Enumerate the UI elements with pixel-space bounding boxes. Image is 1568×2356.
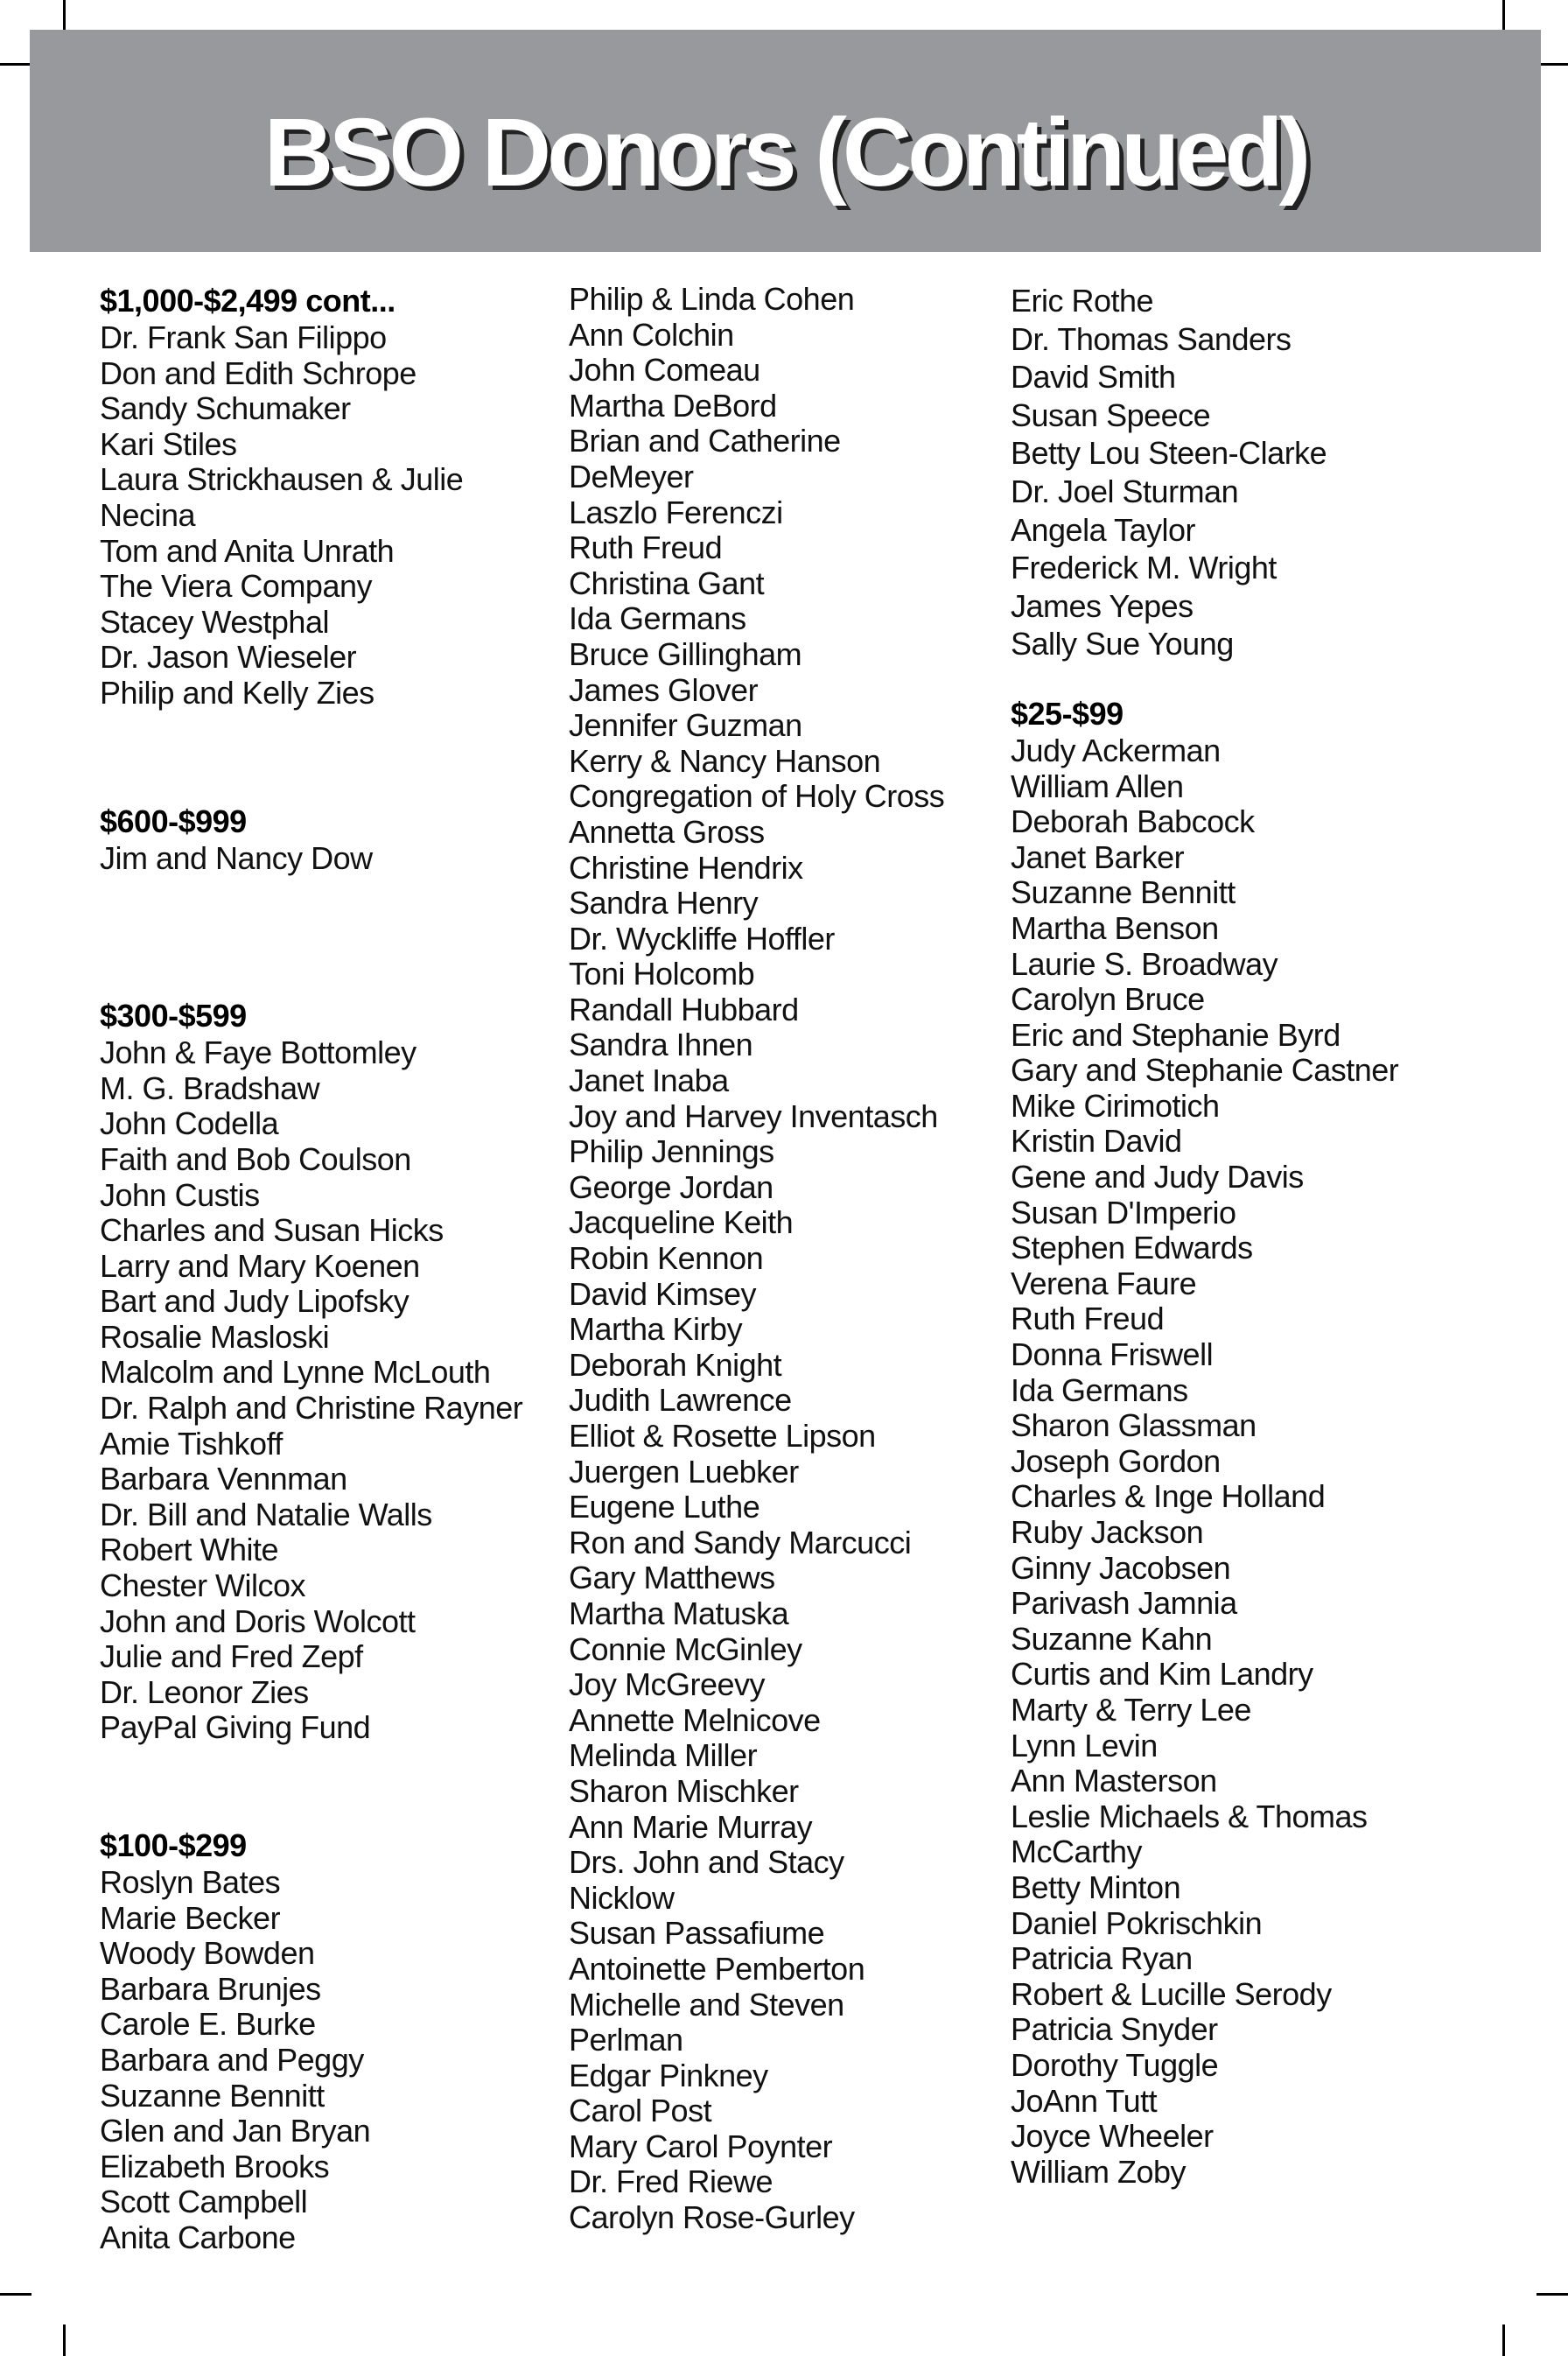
donor-name: Gene and Judy Davis	[1011, 1159, 1304, 1196]
donor-name: Laura Strickhausen & Julie	[100, 461, 464, 498]
donor-name: Curtis and Kim Landry	[1011, 1656, 1313, 1693]
donor-name: Barbara Brunjes	[100, 1970, 321, 2007]
donor-tier-1000-2499	[100, 282, 555, 712]
donor-name: Marty & Terry Lee	[1011, 1691, 1251, 1728]
donor-name: David Kimsey	[569, 1275, 757, 1312]
donor-name: Ann Masterson	[1011, 1763, 1217, 1799]
donor-name: Suzanne Bennitt	[100, 2077, 325, 2114]
donor-name: James Yepes	[1011, 587, 1194, 624]
donor-name: Marie Becker	[100, 1899, 281, 1936]
donor-name: Carolyn Rose-Gurley	[569, 2199, 855, 2236]
donor-name: Charles and Susan Hicks	[100, 1212, 444, 1249]
donor-tier-25-99	[1011, 695, 1501, 2190]
donor-name: Frederick M. Wright	[1011, 550, 1277, 586]
donor-name: George Jordan	[569, 1168, 774, 1205]
donor-name: JoAnn Tutt	[1011, 2082, 1158, 2119]
donor-name: Sandy Schumaker	[100, 390, 351, 427]
donor-name: Laurie S. Broadway	[1011, 945, 1278, 982]
donor-name: Michelle and Steven	[569, 1986, 844, 2023]
donor-name: Joy McGreevy	[569, 1666, 766, 1703]
donor-name: Deborah Babcock	[1011, 803, 1255, 840]
donor-name: William Zoby	[1011, 2153, 1186, 2190]
donor-name: Bruce Gillingham	[569, 635, 802, 672]
donor-name: John Custis	[100, 1176, 260, 1213]
donor-name: Annette Melnicove	[569, 1701, 821, 1738]
donor-name: Necina	[100, 496, 196, 533]
donor-name: Larry and Mary Koenen	[100, 1247, 420, 1284]
tier-heading: $300-$599	[100, 998, 247, 1034]
donor-name: Annetta Gross	[569, 813, 765, 850]
donor-name: Susan Speece	[1011, 396, 1211, 433]
donor-name: Betty Minton	[1011, 1869, 1181, 1905]
donor-name: Angela Taylor	[1011, 511, 1195, 548]
crop-mark	[1502, 2324, 1505, 2356]
donor-name: Carol Post	[569, 2093, 712, 2129]
donor-name: Faith and Bob Coulson	[100, 1140, 411, 1177]
donor-name: Daniel Pokrischkin	[1011, 1904, 1263, 1941]
donor-name: Carolyn Bruce	[1011, 981, 1205, 1018]
donor-name: John and Doris Wolcott	[100, 1602, 416, 1639]
donor-name: Christine Hendrix	[569, 849, 803, 886]
donor-name: DeMeyer	[569, 458, 694, 494]
donor-name: Susan Passafiume	[569, 1915, 825, 1952]
donor-name: Janet Inaba	[569, 1062, 729, 1099]
donor-name: Sharon Glassman	[1011, 1407, 1256, 1444]
donor-name: Brian and Catherine	[569, 423, 841, 459]
donor-name: Dr. Joel Sturman	[1011, 473, 1239, 509]
donor-name: Ann Marie Murray	[569, 1808, 813, 1845]
donor-name: Philip Jennings	[569, 1133, 774, 1170]
donor-column-1	[100, 282, 555, 2256]
crop-mark	[63, 0, 66, 32]
donor-name: Philip & Linda Cohen	[569, 281, 855, 317]
donor-name: Congregation of Holy Cross	[569, 778, 945, 815]
donor-name: Dr. Bill and Natalie Walls	[100, 1496, 432, 1532]
donor-name: Ann Colchin	[569, 316, 734, 353]
donor-name: Philip and Kelly Zies	[100, 674, 374, 711]
donor-column-2	[569, 282, 998, 2236]
donor-name: Barbara and Peggy	[100, 2041, 364, 2078]
donor-name: Don and Edith Schrope	[100, 354, 416, 391]
donor-name: Sharon Mischker	[569, 1772, 799, 1809]
donor-name: Chester Wilcox	[100, 1567, 306, 1604]
donor-name: Edgar Pinkney	[569, 2057, 768, 2093]
donor-tier-600-999	[100, 803, 555, 877]
donor-name: Glen and Jan Bryan	[100, 2113, 371, 2149]
donor-name: Betty Lou Steen-Clarke	[1011, 435, 1327, 472]
donor-name: Susan D'Imperio	[1011, 1194, 1236, 1231]
crop-mark	[1536, 2293, 1568, 2296]
donor-name: Ida Germans	[569, 600, 746, 637]
donor-name: Dr. Leonor Zies	[100, 1673, 309, 1710]
donor-name: Ginny Jacobsen	[1011, 1549, 1231, 1586]
donor-name: Stacey Westphal	[100, 603, 329, 640]
donor-name: Malcolm and Lynne McLouth	[100, 1354, 491, 1391]
donor-name: Rosalie Masloski	[100, 1318, 330, 1355]
donor-name: Donna Friswell	[1011, 1336, 1214, 1373]
crop-mark	[1536, 63, 1568, 66]
donor-name: John Comeau	[569, 352, 760, 389]
donor-name: Anita Carbone	[100, 2219, 296, 2255]
donor-name: Connie McGinley	[569, 1630, 802, 1667]
donor-name: Eugene Luthe	[569, 1489, 760, 1525]
donor-name: Laszlo Ferenczi	[569, 494, 783, 530]
donor-name: Dr. Thomas Sanders	[1011, 320, 1292, 357]
donor-name: Roslyn Bates	[100, 1864, 281, 1900]
donor-name: Amie Tishkoff	[100, 1425, 283, 1462]
donor-name: Martha Matuska	[569, 1595, 789, 1631]
crop-mark	[0, 63, 32, 66]
donor-name: Joy and Harvey Inventasch	[569, 1097, 938, 1134]
donor-name: Parivash Jamnia	[1011, 1585, 1237, 1622]
donor-name: Judith Lawrence	[569, 1382, 792, 1419]
donor-name: Sally Sue Young	[1011, 626, 1234, 663]
tier-heading: $1,000-$2,499 cont...	[100, 283, 396, 319]
donor-name: Judy Ackerman	[1011, 732, 1221, 768]
donor-name: PayPal Giving Fund	[100, 1709, 371, 1746]
donor-name: Eric Rothe	[1011, 283, 1154, 319]
donor-name: Randall Hubbard	[569, 991, 799, 1027]
donor-name: David Smith	[1011, 359, 1176, 396]
donor-name: Perlman	[569, 2022, 683, 2058]
donor-name: Nicklow	[569, 1879, 675, 1916]
donor-name: Ruth Freud	[1011, 1301, 1165, 1337]
donor-name: Dr. Wyckliffe Hoffler	[569, 920, 835, 957]
donor-name: Deborah Knight	[569, 1346, 782, 1383]
donor-name: Dorothy Tuggle	[1011, 2046, 1219, 2083]
donor-name: Martha DeBord	[569, 387, 777, 424]
donor-name: Patricia Ryan	[1011, 1940, 1193, 1977]
page-title: BSO Donors (Continued)	[263, 98, 1307, 207]
donor-name: Kerry & Nancy Hanson	[569, 742, 881, 779]
donor-name: Martha Benson	[1011, 909, 1219, 946]
donor-name: Ruby Jackson	[1011, 1514, 1204, 1550]
donor-name: Robert White	[100, 1532, 279, 1568]
donor-name: Martha Kirby	[569, 1311, 743, 1348]
donor-name: Suzanne Bennitt	[1011, 874, 1236, 911]
donor-name: Suzanne Kahn	[1011, 1620, 1213, 1657]
donor-list	[100, 841, 555, 877]
donor-name: Jacqueline Keith	[569, 1204, 794, 1241]
crop-mark	[1502, 0, 1505, 32]
donor-name: Mary Carol Poynter	[569, 2128, 833, 2164]
donor-name: Drs. John and Stacy	[569, 1844, 844, 1881]
donor-name: Antoinette Pemberton	[569, 1950, 865, 1987]
donor-name: Gary Matthews	[569, 1560, 775, 1596]
tier-heading: $600-$999	[100, 803, 247, 839]
title-banner	[30, 30, 1541, 252]
donor-name: Dr. Fred Riewe	[569, 2163, 774, 2200]
donor-name: Robert & Lucille Serody	[1011, 1975, 1332, 2012]
donor-list	[1011, 733, 1501, 2190]
crop-mark	[63, 2324, 66, 2356]
tier-heading: $25-$99	[1011, 695, 1124, 732]
donor-list	[100, 1035, 555, 1746]
donor-list	[100, 1865, 555, 2256]
donor-name: Elizabeth Brooks	[100, 2148, 330, 2184]
donor-name: John & Faye Bottomley	[100, 1034, 416, 1071]
donor-name: Christina Gant	[569, 564, 765, 601]
donor-name: Robin Kennon	[569, 1240, 764, 1277]
donor-name: Lynn Levin	[1011, 1727, 1158, 1763]
donor-name: Verena Faure	[1011, 1265, 1197, 1301]
donor-list	[100, 320, 555, 712]
donor-name: Eric and Stephanie Byrd	[1011, 1016, 1340, 1053]
donor-name: Tom and Anita Unrath	[100, 532, 395, 569]
donor-name: Ron and Sandy Marcucci	[569, 1524, 912, 1560]
donor-name: Patricia Snyder	[1011, 2011, 1218, 2048]
donor-name: McCarthy	[1011, 1834, 1143, 1870]
donor-name: William Allen	[1011, 768, 1184, 804]
donor-name: Carole E. Burke	[100, 2006, 316, 2043]
donor-name: Kristin David	[1011, 1123, 1182, 1160]
donor-name: Kari Stiles	[100, 425, 237, 462]
donor-name: Leslie Michaels & Thomas	[1011, 1798, 1368, 1834]
donor-name: John Codella	[100, 1105, 279, 1142]
donor-name: Joseph Gordon	[1011, 1442, 1221, 1479]
donor-column-3	[1011, 282, 1501, 2190]
donor-name: Elliot & Rosette Lipson	[569, 1418, 876, 1454]
donor-name: Mike Cirimotich	[1011, 1087, 1220, 1124]
donor-name: Julie and Fred Zepf	[100, 1638, 363, 1675]
donor-name: The Viera Company	[100, 568, 372, 605]
donor-name: Janet Barker	[1011, 838, 1185, 875]
donor-name: Dr. Jason Wieseler	[100, 639, 357, 676]
tier-heading: $100-$299	[100, 1827, 247, 1863]
donor-name: Toni Holcomb	[569, 956, 755, 992]
donor-name: Stephen Edwards	[1011, 1230, 1253, 1266]
donor-name: Juergen Luebker	[569, 1453, 799, 1490]
crop-mark	[0, 2293, 32, 2296]
donor-tier-300-599	[100, 997, 555, 1746]
donor-name: Jim and Nancy Dow	[100, 839, 373, 876]
donor-name: Sandra Henry	[569, 885, 759, 922]
donor-name: Ruth Freud	[569, 529, 723, 566]
donor-name: Dr. Ralph and Christine Rayner	[100, 1390, 523, 1427]
donor-name: Jennifer Guzman	[569, 707, 802, 744]
donor-name: Dr. Frank San Filippo	[100, 319, 387, 355]
donor-name: Gary and Stephanie Castner	[1011, 1052, 1399, 1089]
donor-name: Scott Campbell	[100, 2184, 308, 2220]
donor-name: Ida Germans	[1011, 1371, 1188, 1408]
donor-name: Bart and Judy Lipofsky	[100, 1283, 410, 1320]
donor-name: James Glover	[569, 671, 759, 708]
donor-tier-100-299	[100, 1827, 555, 2256]
donor-list	[569, 282, 998, 2236]
donor-name: Melinda Miller	[569, 1737, 758, 1774]
donor-name: Woody Bowden	[100, 1935, 315, 1972]
donor-name: Charles & Inge Holland	[1011, 1478, 1326, 1515]
donor-name: Barbara Vennman	[100, 1461, 347, 1497]
donor-name: M. G. Bradshaw	[100, 1069, 320, 1106]
donor-name: Sandra Ihnen	[569, 1027, 753, 1063]
donor-list	[1011, 282, 1501, 663]
donor-name: Joyce Wheeler	[1011, 2118, 1214, 2155]
